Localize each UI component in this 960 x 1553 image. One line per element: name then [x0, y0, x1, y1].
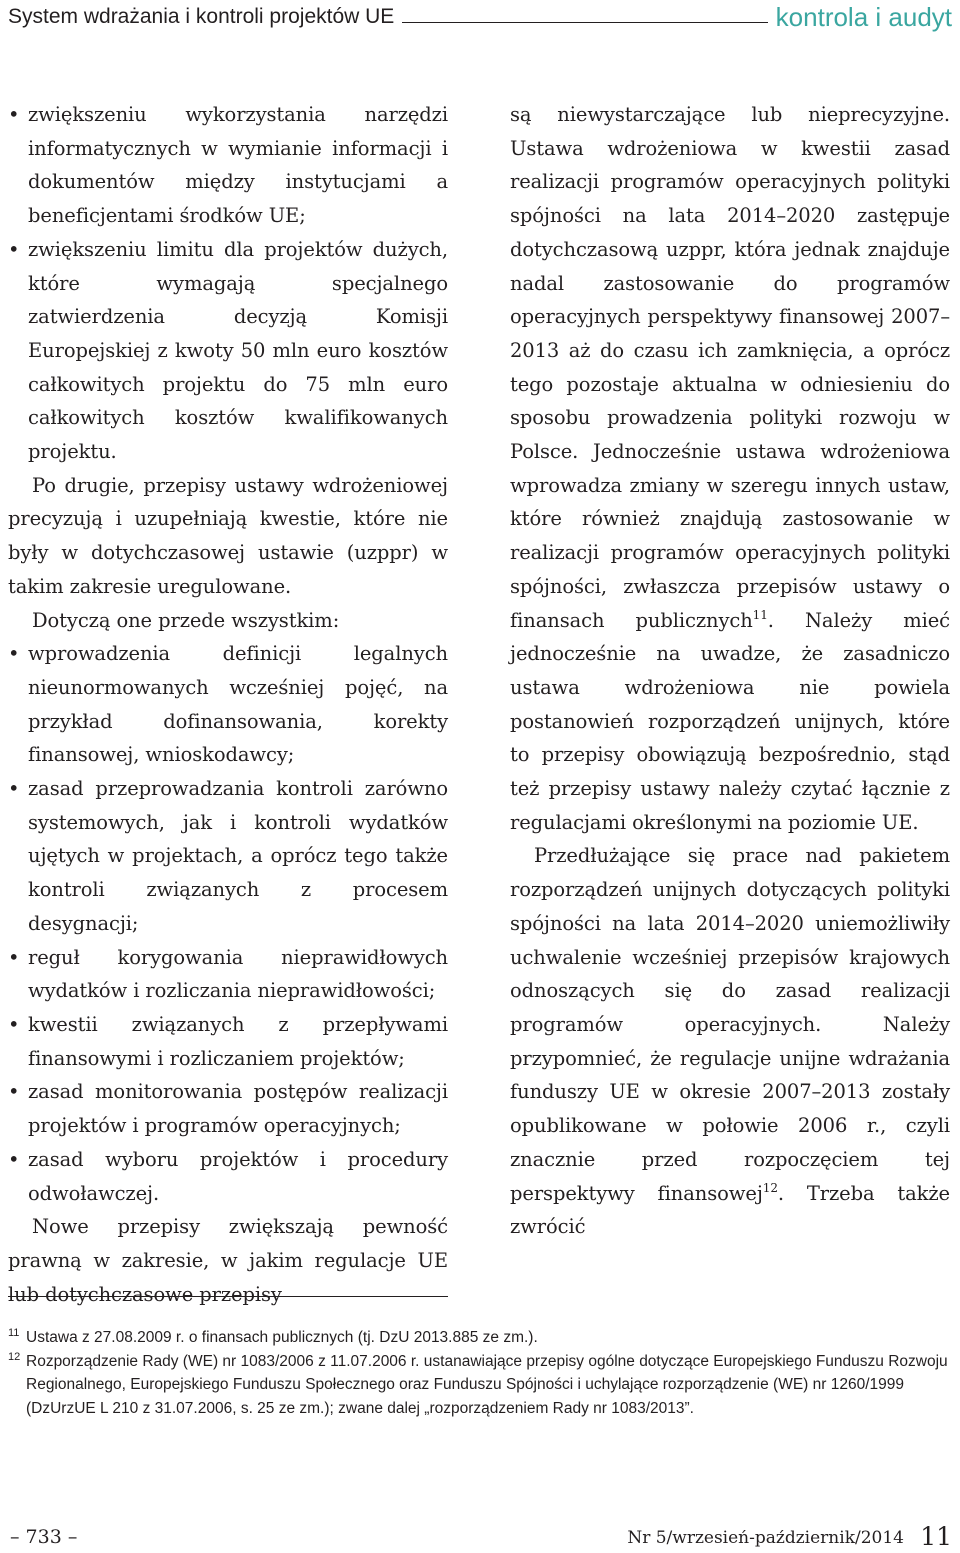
list-item: • zasad wyboru projektów i procedury odwoławczej. [8, 1147, 448, 1205]
footnote-ref: 12 [762, 1180, 778, 1195]
right-column [510, 98, 950, 1244]
footnote-text: Ustawa z 27.08.2009 r. o finansach publicznych (tj. DzU 2013.885 ze zm.). [26, 1329, 538, 1346]
list-item: • reguł korygowania nieprawidłowych wydatków i rozliczania nieprawidłowości; [8, 945, 448, 1003]
footnote-divider [8, 1296, 448, 1297]
footnote-text: Rozporządzenie Rady (WE) nr 1083/2006 z 11.07.2006 r. ustanawiające przepisy ogólne dotyczące Europejskiego Funduszu Rozwoju Regionalnego, Europejskiego Funduszu Społecznego oraz Funduszu Spójności i uchylające rozporządzenie (WE) nr 1260/1999 (DzUrzUE L 210 z 31.07.2006, s. 25 ze zm.); zwane dalej „rozporządzeniem Rady nr 1083/2013”. [26, 1352, 948, 1417]
list-item: • zasad przeprowadzania kontroli zarówno systemowych, jak i kontroli wydatków ujętych w projektach, a oprócz tego także kontroli związanych z procesem desygnacji; [8, 777, 448, 935]
header-section: kontrola i audyt [775, 2, 952, 32]
header-rule [402, 22, 767, 23]
page-number: 11 [920, 1522, 952, 1551]
footnote [8, 1350, 954, 1421]
footnote-ref: 11 [752, 607, 768, 622]
running-header [8, 2, 952, 32]
header-title: System wdrażania i kontroli projektów UE [8, 5, 395, 28]
list-item: • zwiększeniu limitu dla projektów dużych, które wymagają specjalnego zatwierdzenia decyzją Komisji Europejskiej z kwoty 50 mln euro kosztów całkowitych projektu do 75 mln euro całkowitych kosztów kwalifikowanych projektu. [8, 237, 448, 464]
paragraph: Nowe przepisy zwiększają pewność prawną w zakresie, w jakim regulacje UE lub dotychczasowe przepisy [8, 1215, 448, 1306]
paragraph: Dotyczą one przede wszystkim: [32, 608, 340, 632]
footnote [8, 1326, 954, 1350]
bullet-list-1 [8, 98, 448, 469]
paragraph: są niewystarczające lub nieprecyzyjne. Ustawa wdrożeniowa w kwestii zasad realizacji programów operacyjnych polityki spójności na lata 2014–2020 zastępuje dotychczasową uzppr, która jednak znajduje nadal zastosowanie do programów operacyjnych perspektywy finansowej 2007–2013 aż do czasu ich zamknięcia, a oprócz tego pozostaje aktualna w odniesieniu do sposobu prowadzenia polityki rozwoju w Polsce. Jednocześnie ustawa wdrożeniowa wprowadza zmiany w szeregu innych ustaw, które również znajdują zastosowanie w realizacji programów operacyjnych polityki spójności, zwłaszcza przepisów ustawy o finansach publicznych$^{11}$. Należy mieć jednocześnie na uwadze, że zasadniczo ustawa wdrożeniowa nie powiela postanowień rozporządzeń unijnych, które to przepisy obowiązują bezpośrednio, stąd też przepisy ustawy należy czytać łącznie z regulacjami określonymi na poziomie UE. [510, 103, 950, 834]
list-item: • zwiększeniu wykorzystania narzędzi informatycznych w wymianie informacji i dokumentów między instytucjami a beneficjentami środków UE; [8, 103, 448, 228]
issue-label: Nr 5/wrzesień-październik/2014 [627, 1528, 904, 1548]
footnote-number: 11 [8, 1327, 20, 1339]
page-footer [0, 1522, 960, 1552]
list-item: • wprowadzenia definicji legalnych nieunormowanych wcześniej pojęć, na przykład dofinansowania, korekty finansowej, wnioskodawcy; [8, 642, 448, 767]
list-item: • zasad monitorowania postępów realizacji projektów i programów operacyjnych; [8, 1080, 448, 1138]
paragraph: Po drugie, przepisy ustawy wdrożeniowej precyzują i uzupełniają kwestie, które nie były w dotychczasowej ustawie (uzppr) w takim zakresie uregulowane. [8, 473, 448, 598]
paragraph: Przedłużające się prace nad pakietem rozporządzeń unijnych dotyczących polityki spójności na lata 2014–2020 uniemożliwiły uchwalenie wcześniej przepisów krajowych odnoszących się do zasad realizacji programów operacyjnych. Należy przypomnieć, że regulacje unijne wdrażania funduszy UE w okresie 2007–2013 zostały opublikowane w połowie 2006 r., czyli znacznie przed rozpoczęciem tej perspektywy finansowej$^{12}$. Trzeba także zwrócić [510, 844, 950, 1239]
left-column [8, 98, 448, 1311]
list-item: • kwestii związanych z przepływami finansowymi i rozliczaniem projektów; [8, 1012, 448, 1070]
footnote-number: 12 [8, 1350, 21, 1363]
footnotes [8, 1326, 954, 1420]
bullet-list-2 [8, 637, 448, 1210]
journal-page-label: – 733 – [10, 1526, 78, 1548]
